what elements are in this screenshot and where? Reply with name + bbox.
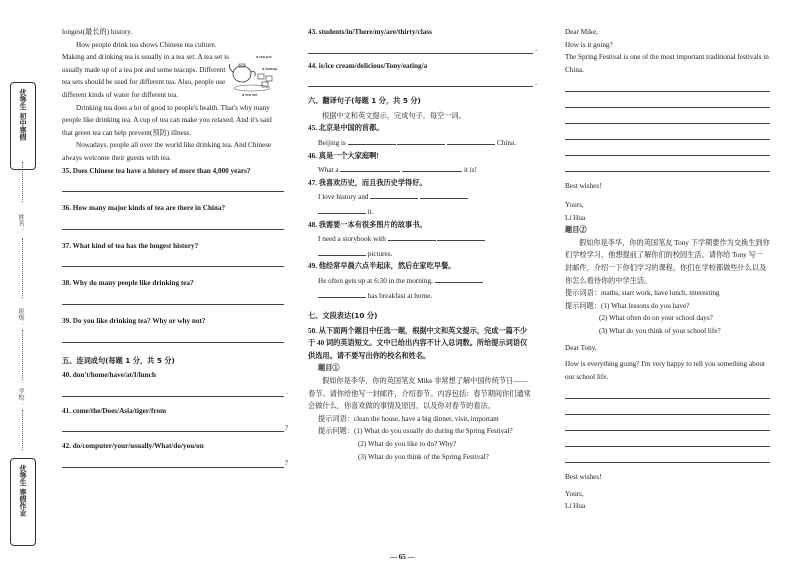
question-35: 35. Does Chinese tea have a history of more than 4,000 years? <box>62 166 251 175</box>
question-46: 46. 真是一个大家庭啊! <box>308 151 379 160</box>
sentence-45-start: Beijing is <box>318 138 346 147</box>
blank-46-2[interactable] <box>402 162 462 172</box>
sentence-49 <box>308 273 533 288</box>
logo-text-top: 优等生 初中寒假 <box>19 89 27 141</box>
topic-2-q2: (2) What often do on your school days? <box>599 314 713 323</box>
blank-48-1[interactable] <box>388 231 436 241</box>
teaset-caption: a tea set <box>242 92 258 96</box>
letter-1-line-3[interactable] <box>565 108 770 124</box>
blank-45-3[interactable] <box>447 135 495 145</box>
answer-line-43[interactable] <box>308 41 537 54</box>
blank-45-1[interactable] <box>348 135 396 145</box>
section-6-heading: 六、翻译句子(每题 1 分，共 5 分) <box>308 96 421 106</box>
question-45: 45. 北京是中国的首都。 <box>308 124 384 133</box>
topic-1-q1-row <box>308 425 533 438</box>
end-mark-40: . <box>286 388 288 397</box>
sentence-47 <box>308 189 533 204</box>
answer-line-40[interactable] <box>62 384 288 397</box>
sentence-48-start: I need a storybook with <box>318 235 386 244</box>
blank-48-2[interactable] <box>437 231 485 241</box>
sentence-48 <box>308 231 533 246</box>
letter-2-yours: Yours, <box>565 489 584 498</box>
letter-1-line-2[interactable] <box>565 92 770 108</box>
letter-2-signature: Li Hua <box>565 502 586 511</box>
page-number: — 65 — <box>390 553 415 561</box>
sentence-47-cont <box>308 204 533 219</box>
letter-1-opening: How is it going? <box>565 40 613 49</box>
cut-line-4 <box>22 410 23 450</box>
answer-line-39[interactable] <box>62 330 284 343</box>
publisher-logo-top <box>10 82 36 170</box>
letter-2-opening: How is everything going? I'm very happy to tell you something about our school life. <box>565 360 765 381</box>
sentence-49-cont <box>308 288 533 303</box>
topic-1-qs-label: 提示问题： <box>318 427 354 436</box>
label-class: 班级： <box>17 308 24 326</box>
question-47: 47. 我喜欢历史，而且我历史学得好。 <box>308 178 427 187</box>
letter-2-line-1[interactable] <box>565 383 770 399</box>
letter-1-greeting: Dear Mike, <box>565 28 598 36</box>
column-left <box>62 26 288 472</box>
answer-line-42[interactable] <box>62 455 288 468</box>
question-48: 48. 我需要一本有很多图片的故事书。 <box>308 220 427 229</box>
blank-46-1[interactable] <box>340 162 400 172</box>
sentence-49-start: He often gets up at 6:30 in the morning, <box>318 276 433 285</box>
letter-2-line-5[interactable] <box>565 447 770 463</box>
column-right <box>565 26 770 513</box>
sentence-46-end: it is! <box>463 166 477 175</box>
section-7-heading: 七、文段表达(10 分) <box>308 311 378 321</box>
answer-line-36[interactable] <box>62 217 284 230</box>
topic-1-q3: (3) What do you think of the Spring Festival? <box>358 452 489 461</box>
section-5-heading: 五、连词成句(每题 1 分，共 5 分) <box>62 355 175 365</box>
topic-2-q3: (3) What do you think of your school life? <box>599 326 721 335</box>
topic-2-words: 提示词语：maths, start work, have lunch, interesting <box>565 289 720 298</box>
reading-para-3: Drinking tea does a lot of good to people's health. That's why many people like drinking tea. A cup of tea can make you relaxed. And it's said that green tea can help prevent(预防) illness. <box>62 103 272 137</box>
question-50: 50. 从下面两个题目中任选一题，根据中文和英文提示，完成一篇不少于 40 词的英语短文。文中已给出内容不计入总词数。所给提示词语仅供选用。请不要写出你的校名和姓名。 <box>308 326 528 360</box>
question-43: 43. students/in/There/my/are/thirty/class <box>308 28 432 36</box>
label-name: 姓名： <box>17 214 24 232</box>
answer-line-38[interactable] <box>62 292 284 305</box>
topic-2-q1: (1) What lessons do you have? <box>600 301 690 310</box>
section-6-intro: 根据中文和英文提示，完成句子。每空一词。 <box>322 111 466 120</box>
column-middle <box>308 26 537 463</box>
sentence-46-start: What a <box>318 166 339 175</box>
topic-2-q1-row <box>565 300 770 313</box>
question-44: 44. is/ice cream/delicious/Tony/eating/a <box>308 61 428 70</box>
topic-2-body: 假如你是李华，你的英国笔友 Tony 下学期要作为交换生到你们学校学习，他想提前了解你们的校园生活。请你给 Tony 写一封邮件，介绍一下你们学习的课程，你们在学校都做些什么以及你怎么看待你的中学生活。 <box>565 238 770 285</box>
logo-text-bottom: 优等生 寒假作业 <box>19 465 27 517</box>
end-mark-44: . <box>535 78 537 87</box>
cut-line-1 <box>22 162 23 202</box>
end-mark-41: ? <box>284 423 288 432</box>
teapot-caption: a tea pot <box>256 54 272 59</box>
blank-48-3[interactable] <box>318 246 366 256</box>
question-37: 37. What kind of tea has the longest history? <box>62 241 199 250</box>
letter-2-greeting: Dear Tony, <box>565 343 597 352</box>
letter-1-closing: Best wishes! <box>565 182 602 191</box>
letter-1-first-sentence: The Spring Festival is one of the most important traditional festivals in China. <box>565 53 769 74</box>
letter-1-line-5[interactable] <box>565 140 770 156</box>
teacup-caption: a teacup <box>262 66 278 71</box>
topic-2-qs-label: 提示问题： <box>565 301 601 310</box>
sentence-46 <box>308 162 533 177</box>
cut-line-3 <box>22 330 23 380</box>
letter-1-line-4[interactable] <box>565 124 770 140</box>
letter-1-line-1[interactable] <box>565 76 770 92</box>
blank-47-1[interactable] <box>370 189 418 199</box>
question-41: 41. come/the/Does/Asia/tiger/from <box>62 406 167 415</box>
letter-2-line-3[interactable] <box>565 415 770 431</box>
topic-1-q2: (2) What do you like to do? Why? <box>358 440 457 449</box>
letter-1-signature: Li Hua <box>565 213 586 222</box>
blank-49-1[interactable] <box>435 273 483 283</box>
question-40: 40. don't/home/have/at/I/lunch <box>62 371 156 380</box>
sentence-47-end: it. <box>367 207 374 216</box>
question-42: 42. do/computer/your/usually/What/do/you/on <box>62 442 204 451</box>
sentence-47-start: I love history and <box>318 193 369 202</box>
reading-para-4: Nowadays, people all over the world like drinking tea. And Chinese always welcome their guests with tea. <box>62 141 272 162</box>
topic-1-title: 题目① <box>318 364 340 373</box>
letter-1-yours: Yours, <box>565 200 584 209</box>
topic-2-title: 题目② <box>565 226 587 235</box>
answer-line-35[interactable] <box>62 179 284 192</box>
question-49: 49. 他经常早晨六点半起床，然后在家吃早餐。 <box>308 262 456 271</box>
letter-2-line-4[interactable] <box>565 431 770 447</box>
end-mark-43: . <box>535 45 537 53</box>
letter-1-line-6[interactable] <box>565 156 770 172</box>
blank-45-2[interactable] <box>397 135 445 145</box>
blank-49-2[interactable] <box>318 288 366 298</box>
answer-line-41[interactable] <box>62 419 288 432</box>
cut-line-2 <box>22 238 23 298</box>
letter-2-closing: Best wishes! <box>565 473 602 482</box>
letter-2-line-2[interactable] <box>565 399 770 415</box>
blank-47-2[interactable] <box>420 189 468 199</box>
sentence-48-cont <box>308 246 533 261</box>
sentence-48-end: pictures. <box>367 249 393 258</box>
binding-margin <box>4 30 32 550</box>
topic-1-words: 提示词语：clean the house, have a big dinner, visit, important <box>318 414 499 423</box>
blank-47-3[interactable] <box>318 204 366 214</box>
sentence-49-end: has breakfast at home. <box>367 291 433 300</box>
topic-1-body: 假如你是李华，你的英国笔友 Mike 非常想了解中国传统节日——春节。请你给他写一封邮件，介绍春节。内容包括：春节期间你们通常会做什么，你喜欢做的事情及原因，以及你对春节的看法。 <box>308 377 531 411</box>
answer-line-44[interactable] <box>308 74 537 87</box>
reading-para-tail: longest(最长的) history. <box>62 28 133 36</box>
sentence-45 <box>308 135 533 150</box>
label-school: 学校： <box>17 388 24 406</box>
question-36: 36. How many major kinds of tea are there in China? <box>62 204 226 213</box>
publisher-logo-bottom <box>10 458 36 546</box>
question-38: 38. Why do many people like drinking tea? <box>62 279 194 288</box>
topic-1-q1: (1) What do you usually do during the Spring Festival? <box>353 427 513 436</box>
answer-line-37[interactable] <box>62 254 284 267</box>
reading-para-2: How people drink tea shows Chinese tea culture. Making and drinking tea is usually in a tea set. A tea set is usually made up of a tea pot and some teacups. Different tea sets should be used for different tea. Also, people use different kinds of water for different tea. <box>62 40 229 99</box>
end-mark-42: ? <box>284 459 288 468</box>
sentence-45-end: China. <box>496 138 516 147</box>
question-39: 39. Do you like drinking tea? Why or why not? <box>62 316 206 325</box>
